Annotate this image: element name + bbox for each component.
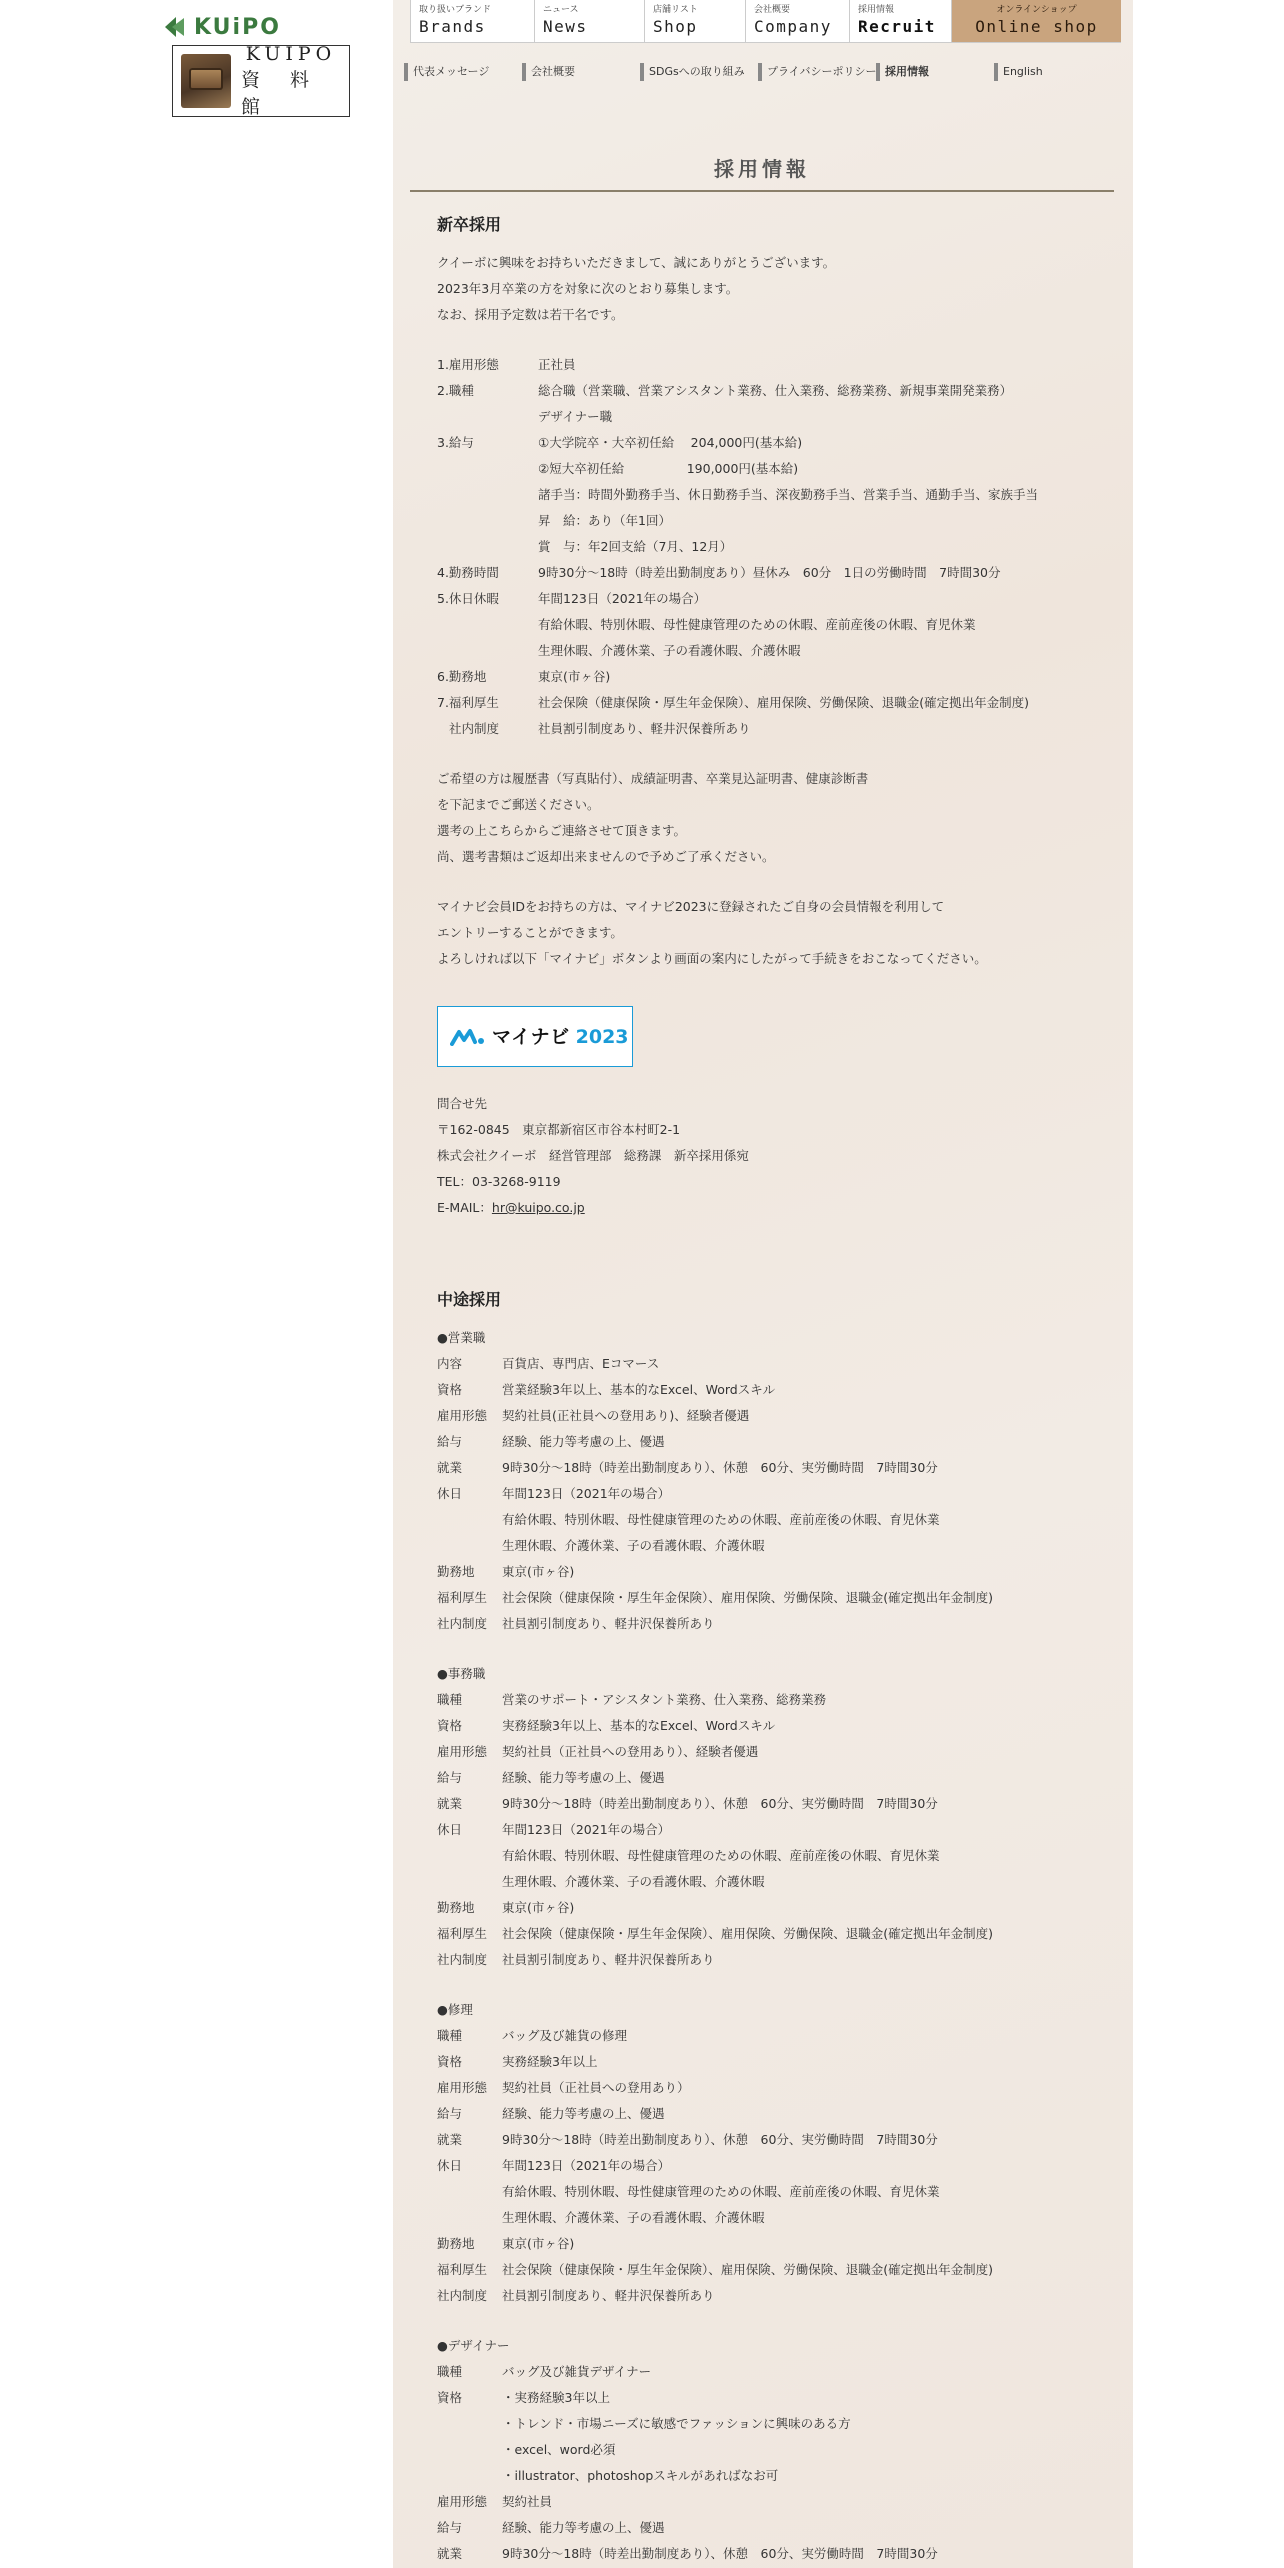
nav-item-label: News [543,17,588,36]
condition-key: 6.勤務地 [437,669,487,684]
job-value: 東京(市ヶ谷) [502,1900,575,1915]
condition-key [437,612,538,638]
condition-row [437,664,1097,690]
intro-line: なお、採用予定数は若干名です。 [437,307,624,322]
mynavi-button[interactable] [437,1006,633,1067]
job-value: 生理休暇、介護休業、子の看護休暇、介護休暇 [502,1538,765,1553]
apply-line: を下記までご郵送ください。 [437,797,600,812]
mynavi-text [437,894,1097,972]
job-row [437,1585,1097,1611]
job-key: 資格 [437,2390,463,2405]
job-row [437,1403,1097,1429]
job-key [437,1843,502,1869]
job-row [437,1869,1097,1895]
job-row [437,1843,1097,1869]
condition-row [437,638,1097,664]
nav-item-sublabel: 店舗リスト [653,5,698,15]
job-key: 福利厚生 [437,2262,488,2277]
job-key: 社内制度 [437,2288,488,2303]
nav-item-sublabel: 採用情報 [858,5,895,15]
mynavi-button-year: 2023 [575,1025,629,1048]
job-key: 福利厚生 [437,1926,488,1941]
nav-item-recruit[interactable] [849,0,951,43]
nav-item-brands[interactable] [410,0,534,43]
job-key: 職種 [437,2028,463,2043]
job-row [437,2075,1097,2101]
condition-value: デザイナー職 [538,409,613,424]
condition-key: 4.勤務時間 [437,565,499,580]
job-row [437,2205,1097,2231]
mynavi-button-label: マイナビ [492,1025,570,1048]
job-key: 就業 [437,2546,463,2561]
condition-row [437,430,1097,456]
newgrad-intro [437,250,1097,328]
museum-bag-image [181,54,231,108]
job-value: 百貨店、専門店、Eコマース [502,1356,660,1371]
job-key: 就業 [437,1460,463,1475]
condition-value: 正社員 [538,357,576,372]
condition-value: 9時30分～18時（時差出勤制度あり）昼休み 60分 1日の労働時間 7時間30分 [538,565,1001,580]
job-row [437,2463,1097,2489]
condition-key: 5.休日休暇 [437,591,499,606]
job-value: 営業経験3年以上、基本的なExcel、Wordスキル [502,1382,776,1397]
condition-row [437,378,1097,404]
job-value: 有給休暇、特別休暇、母性健康管理のための休暇、産前産後の休暇、育児休業 [502,1512,940,1527]
job-key: 就業 [437,2132,463,2147]
job-key: 資格 [437,1718,463,1733]
job-value: 社員割引制度あり、軽井沢保養所あり [502,1616,715,1631]
condition-key: 2.職種 [437,383,474,398]
job-key: 給与 [437,2520,463,2535]
nav-item-label: Shop [653,17,698,36]
job-value: 実務経験3年以上、基本的なExcel、Wordスキル [502,1718,776,1733]
job-key [437,2411,502,2437]
site-logo[interactable] [162,14,281,40]
job-value: 年間123日（2021年の場合） [502,1486,671,1501]
condition-value: 諸手当：時間外勤務手当、休日勤務手当、深夜勤務手当、営業手当、通勤手当、家族手当 [538,487,1039,502]
job-value: 契約社員 [502,2494,553,2509]
job-value: 経験、能力等考慮の上、優遇 [502,2520,665,2535]
condition-key [437,534,538,560]
job-value: 9時30分～18時（時差出勤制度あり）、休憩 60分、実労働時間 7時間30分 [502,2132,938,2147]
job-key: 就業 [437,1796,463,1811]
nav-item-sublabel: ニュース [543,5,579,15]
job-value: 東京(市ヶ谷) [502,2236,575,2251]
job-value: 有給休暇、特別休暇、母性健康管理のための休暇、産前産後の休暇、育児休業 [502,2184,940,2199]
condition-value: ②短大卒初任給 190,000円(基本給) [538,461,799,476]
job-value: 契約社員（正社員への登用あり） [502,2080,690,2095]
job-key: 資格 [437,2054,463,2069]
job-row [437,1429,1097,1455]
job-value: 社会保険（健康保険・厚生年金保険）、雇用保険、労働保険、退職金(確定拠出年金制度) [502,1590,994,1605]
nav-item-shop[interactable] [644,0,745,43]
job-value: バッグ及び雑貨の修理 [502,2028,628,2043]
job-row [437,2049,1097,2075]
job-row [437,2411,1097,2437]
condition-row [437,612,1097,638]
job-key: 社内制度 [437,1952,488,1967]
job-row [437,2179,1097,2205]
job-key [437,2437,502,2463]
logo-text: KUiPO [194,14,281,40]
nav-item-label: Brands [419,17,486,36]
condition-row [437,352,1097,378]
nav-item-sublabel: 取り扱いブランド [419,5,492,15]
condition-value: 社員割引制度あり、軽井沢保養所あり [538,721,751,736]
job-row [437,1533,1097,1559]
job-row [437,1895,1097,1921]
job-value: 9時30分～18時（時差出勤制度あり）、休憩 60分、実労働時間 7時間30分 [502,1460,938,1475]
museum-title-en: KUIPO [245,43,337,65]
midcareer-sections [437,1325,1097,2567]
job-row [437,1481,1097,1507]
job-row [437,2385,1097,2411]
condition-key [437,508,538,534]
newgrad-conditions [437,352,1097,742]
condition-key: 社内制度 [449,721,500,736]
nav-item-label: Recruit [858,17,936,36]
job-value: 営業のサポート・アシスタント業務、仕入業務、総務業務 [502,1692,827,1707]
nav-item-online-shop[interactable] [951,0,1121,43]
job-row [437,1817,1097,1843]
condition-key [437,404,538,430]
job-key [437,2463,502,2489]
job-value: ・トレンド・市場ニーズに敏感でファッションに興味のある方 [502,2416,851,2431]
job-value: 契約社員（正社員への登用あり）、経験者優遇 [502,1744,759,1759]
job-key: 福利厚生 [437,1590,488,1605]
job-value: 9時30分～18時（時差出勤制度あり）、休憩 60分、実労働時間 7時間30分 [502,2546,938,2561]
condition-value: 生理休暇、介護休業、子の看護休暇、介護休暇 [538,643,801,658]
job-row [437,1765,1097,1791]
recruit-content [437,212,1097,2567]
condition-value: 総合職（営業職、営業アシスタント業務、仕入業務、総務業務、新規事業開発業務） [538,383,1013,398]
job-row [437,2359,1097,2385]
job-key: 勤務地 [437,1900,475,1915]
condition-value: 賞 与：年2回支給（7月、12月） [538,539,733,554]
contact-email-line [437,1195,1097,1221]
apply-line: ご希望の方は履歴書（写真貼付）、成績証明書、卒業見込証明書、健康診断書 [437,771,869,786]
job-key: 雇用形態 [437,2080,488,2095]
condition-value: ①大学院卒・大卒初任給 204,000円(基本給) [538,435,803,450]
job-value: 契約社員(正社員への登用あり)、経験者優遇 [502,1408,750,1423]
job-key: 雇用形態 [437,1744,488,1759]
job-value: 社会保険（健康保険・厚生年金保険）、雇用保険、労働保険、退職金(確定拠出年金制度) [502,2262,994,2277]
job-row [437,2153,1097,2179]
job-key: 休日 [437,2158,463,2173]
job-key: 勤務地 [437,2236,475,2251]
job-value: 経験、能力等考慮の上、優遇 [502,1770,665,1785]
contact-address: 〒162-0845 東京都新宿区市谷本村町2-1 [437,1122,681,1137]
job-key: 内容 [437,1356,463,1371]
contact-block [437,1091,1097,1221]
condition-value: 年間123日（2021年の場合） [538,591,707,606]
condition-value: 有給休暇、特別休暇、母性健康管理のための休暇、産前産後の休暇、育児休業 [538,617,976,632]
newgrad-apply-text [437,766,1097,870]
condition-key: 7.福利厚生 [437,695,499,710]
nav-item-label: Company [754,17,832,36]
job-row [437,2231,1097,2257]
nav-item-sublabel: オンラインショップ [996,5,1077,15]
job-key: 職種 [437,2364,463,2379]
job-row [437,1921,1097,1947]
condition-key: 3.給与 [437,435,474,450]
job-section-title: ●営業職 [437,1330,486,1345]
sub-nav [404,63,1124,81]
job-section [437,1325,1097,1637]
job-section [437,2333,1097,2567]
apply-line: 選考の上こちらからご連絡させて頂きます。 [437,823,687,838]
newgrad-heading: 新卒採用 [437,215,502,234]
job-row [437,2541,1097,2567]
job-section [437,1661,1097,1973]
job-value: 東京(市ヶ谷) [502,1564,575,1579]
contact-dept: 株式会社クイーボ 経営管理部 総務課 新卒採用係宛 [437,1148,749,1163]
intro-line: クイーボに興味をお持ちいただきまして、誠にありがとうございます。 [437,255,836,270]
job-section-title: ●修理 [437,2002,473,2017]
job-row [437,1791,1097,1817]
job-row [437,1611,1097,1637]
job-row [437,1351,1097,1377]
subnav-item[interactable]: 採用情報 [876,63,994,81]
job-row [437,1687,1097,1713]
job-value: 生理休暇、介護休業、子の看護休暇、介護休暇 [502,1874,765,1889]
mynavi-line: マイナビ会員IDをお持ちの方は、マイナビ2023に登録されたご自身の会員情報を利用して [437,899,945,914]
contact-email-link[interactable]: hr@kuipo.co.jp [491,1200,585,1215]
nav-item-news[interactable] [534,0,644,43]
job-key: 給与 [437,1770,463,1785]
job-key [437,1507,502,1533]
job-value: 年間123日（2021年の場合） [502,1822,671,1837]
condition-key: 1.雇用形態 [437,357,499,372]
condition-row [437,534,1097,560]
condition-value: 昇 給：あり（年1回） [538,513,671,528]
nav-item-label: Online shop [975,17,1098,36]
job-row [437,1455,1097,1481]
condition-row [437,482,1097,508]
condition-value: 東京(市ヶ谷) [538,669,611,684]
job-row [437,1377,1097,1403]
subnav-item[interactable]: SDGsへの取り組み [640,63,758,81]
contact-tel: TEL：03-3268-9119 [437,1174,561,1189]
job-row [437,2437,1097,2463]
job-value: 実務経験3年以上 [502,2054,598,2069]
job-row [437,1713,1097,1739]
contact-label: 問合せ先 [437,1096,488,1111]
job-value: 社員割引制度あり、軽井沢保養所あり [502,1952,715,1967]
job-key: 雇用形態 [437,1408,488,1423]
nav-item-sublabel: 会社概要 [754,5,791,15]
condition-key [437,456,538,482]
condition-key [437,638,538,664]
job-key [437,1533,502,1559]
museum-title-jp: 資 料 館 [241,69,322,118]
job-key: 休日 [437,1486,463,1501]
job-row [437,1947,1097,1973]
job-value: 社会保険（健康保険・厚生年金保険）、雇用保険、労働保険、退職金(確定拠出年金制度) [502,1926,994,1941]
job-value: 社員割引制度あり、軽井沢保養所あり [502,2288,715,2303]
condition-row [437,560,1097,586]
job-key: 社内制度 [437,1616,488,1631]
page-title: 採用情報 [410,153,1114,192]
condition-row [437,586,1097,612]
job-value: 経験、能力等考慮の上、優遇 [502,2106,665,2121]
job-key: 休日 [437,1822,463,1837]
job-key: 給与 [437,1434,463,1449]
condition-row [437,456,1097,482]
contact-email-label: E-MAIL： [437,1200,492,1215]
job-key [437,2179,502,2205]
job-key: 職種 [437,1692,463,1707]
job-section [437,1997,1097,2309]
apply-line: 尚、選考書類はご返却出来ませんので予めご了承ください。 [437,849,775,864]
job-key: 勤務地 [437,1564,475,1579]
nav-item-company[interactable] [745,0,849,43]
mynavi-line: エントリーすることができます。 [437,925,623,940]
job-row [437,2489,1097,2515]
condition-row [437,508,1097,534]
job-row [437,1559,1097,1585]
subnav-item[interactable]: English [994,63,1112,81]
midcareer-heading: 中途採用 [437,1290,502,1309]
condition-row [437,404,1097,430]
job-key [437,2205,502,2231]
job-key: 雇用形態 [437,2494,488,2509]
job-value: ・excel、word必須 [502,2442,616,2457]
job-section-title: ●事務職 [437,1666,486,1681]
job-row [437,2283,1097,2309]
job-row [437,2257,1097,2283]
mynavi-line: よろしければ以下「マイナビ」ボタンより画面の案内にしたがって手続きをおこなってください。 [437,951,987,966]
subnav-item[interactable]: プライバシーポリシー [758,63,876,81]
job-row [437,2127,1097,2153]
museum-banner[interactable] [172,45,350,117]
job-section-title: ●デザイナー [437,2338,510,2353]
condition-row [437,716,1097,742]
job-row [437,2515,1097,2541]
job-row [437,2023,1097,2049]
condition-key [437,482,538,508]
job-row [437,1739,1097,1765]
condition-row [437,690,1097,716]
condition-value: 社会保険（健康保険・厚生年金保険）、雇用保険、労働保険、退職金(確定拠出年金制度) [538,695,1030,710]
subnav-item[interactable]: 会社概要 [522,63,640,81]
mynavi-logo-icon [450,1028,486,1046]
intro-line: 2023年3月卒業の方を対象に次のとおり募集します。 [437,281,739,296]
job-key: 資格 [437,1382,463,1397]
job-value: 経験、能力等考慮の上、優遇 [502,1434,665,1449]
job-row [437,2101,1097,2127]
kuipo-logo-mark-icon [162,14,188,40]
subnav-item[interactable]: 代表メッセージ [404,63,522,81]
job-value: 9時30分～18時（時差出勤制度あり）、休憩 60分、実労働時間 7時間30分 [502,1796,938,1811]
job-value: ・実務経験3年以上 [502,2390,610,2405]
job-value: 生理休暇、介護休業、子の看護休暇、介護休暇 [502,2210,765,2225]
job-row [437,1507,1097,1533]
job-value: バッグ及び雑貨デザイナー [502,2364,652,2379]
top-nav [410,0,1121,43]
job-value: 年間123日（2021年の場合） [502,2158,671,2173]
job-value: 有給休暇、特別休暇、母性健康管理のための休暇、産前産後の休暇、育児休業 [502,1848,940,1863]
job-key [437,1869,502,1895]
job-value: ・illustrator、photoshopスキルがあればなお可 [502,2468,779,2483]
job-key: 給与 [437,2106,463,2121]
